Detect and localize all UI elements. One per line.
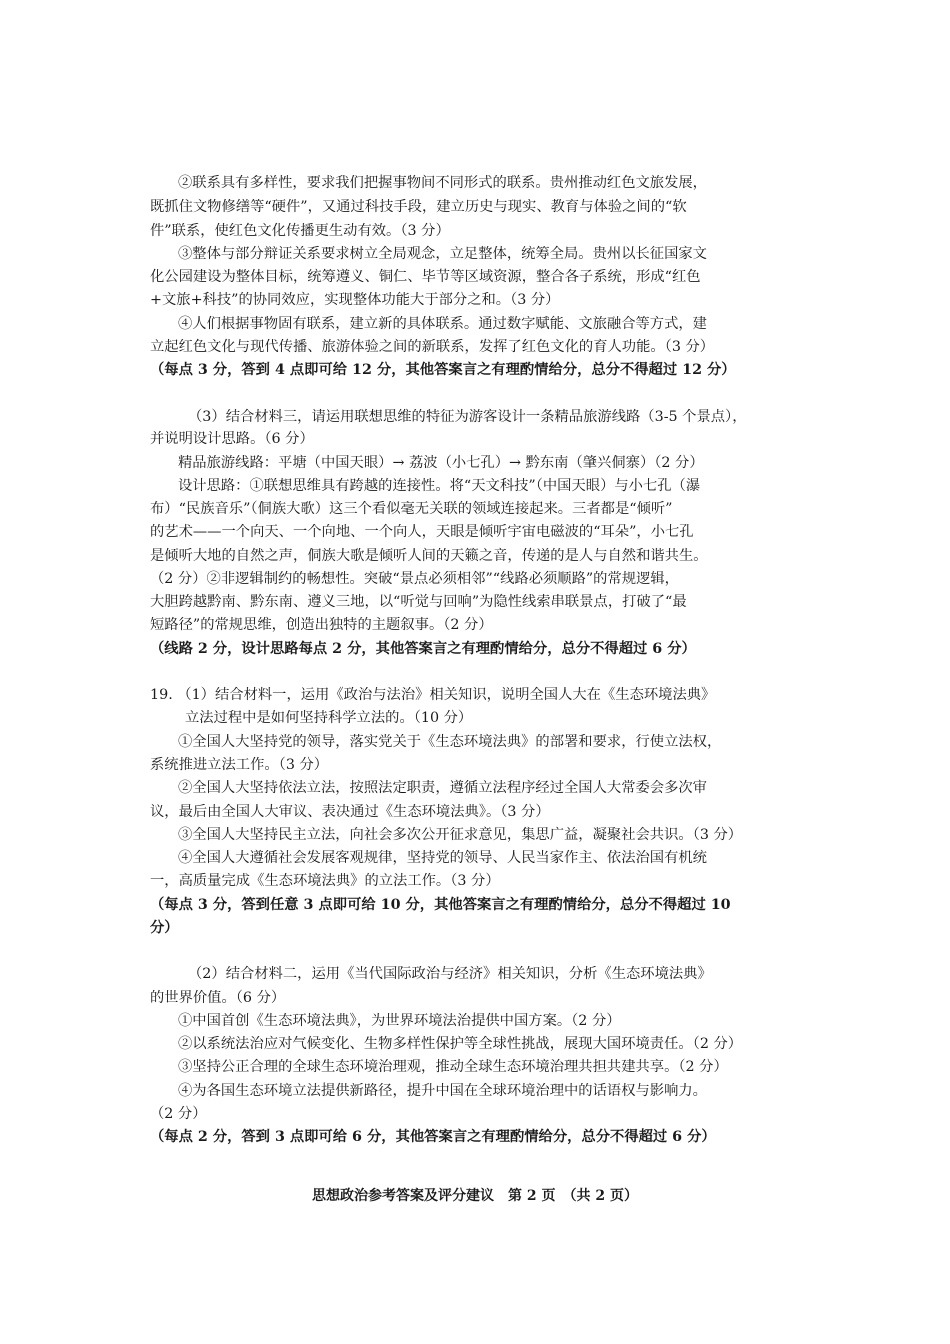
text-line: ③整体与部分辩证关系要求树立全局观念，立足整体，统筹全局。贵州以长征国家文 [178,246,707,262]
page-footer: 思想政治参考答案及评分建议 第 2 页 （共 2 页） [312,1188,638,1204]
text-line: 立法过程中是如何坚持科学立法的。（10 分） [185,710,473,726]
scoring-note: 分） [150,920,179,936]
text-line: 立起红色文化与现代传播、旅游体验之间的新联系，发挥了红色文化的育人功能。（3 分） [150,339,715,355]
scoring-note: （每点 3 分，答到任意 3 点即可给 10 分，其他答案言之有理酌情给分，总分不得超过 10 [150,897,731,913]
text-line: 并说明设计思路。（6 分） [150,431,314,447]
text-line: 是倾听大地的自然之声，侗族大歌是倾听人间的天籁之音，传递的是人与自然和谐共生。 [150,548,708,564]
text-line: 件”联系，使红色文化传播更生动有效。（3 分） [150,223,450,239]
text-line: ②全国人大坚持依法立法，按照法定职责，遵循立法程序经过全国人大常委会多次审 [178,780,707,796]
text-line: 的世界价值。（6 分） [150,990,286,1006]
text-line: 化公园建设为整体目标，统筹遵义、铜仁、毕节等区域资源，整合各子系统，形成“红色 [150,269,701,285]
text-line: ②以系统法治应对气候变化、生物多样性保护等全球性挑战，展现大国环境责任。（2 分） [178,1036,743,1052]
text-line: +文旅+科技”的协同效应，实现整体功能大于部分之和。（3 分） [150,292,560,308]
text-line: 既抓住文物修缮等“硬件”，又通过科技手段，建立历史与现实、教育与体验之间的“软 [150,199,687,215]
text-line: 系统推进立法工作。（3 分） [150,757,329,773]
text-line: 的艺术——一个向天、一个向地、一个向人，天眼是倾听宇宙电磁波的“耳朵”，小七孔 [150,524,694,540]
text-line: ④为各国生态环境立法提供新路径，提升中国在全球环境治理中的话语权与影响力。 [178,1083,707,1099]
question-heading: 19. （1）结合材料一，运用《政治与法治》相关知识，说明全国人大在《生态环境法典》 [150,687,716,703]
text-line: （2 分） [150,1106,207,1122]
text-line: ①中国首创《生态环境法典》，为世界环境法治提供中国方案。（2 分） [178,1013,621,1029]
text-line: ③全国人大坚持民主立法，向社会多次公开征求意见，集思广益，凝聚社会共识。（3 分） [178,827,743,843]
text-line: 设计思路：①联想思维具有跨越的连接性。将“天文科技”（中国天眼）与小七孔（瀑 [178,478,701,494]
question-heading: （2）结合材料二，运用《当代国际政治与经济》相关知识，分析《生态环境法典》 [188,966,712,982]
scoring-note: （每点 3 分，答到 4 点即可给 12 分，其他答案言之有理酌情给分，总分不得超过 12 分） [150,362,736,378]
text-line: 精品旅游线路：平塘（中国天眼）→ 荔波（小七孔）→ 黔东南（肇兴侗寨）（2 分） [178,455,704,471]
text-line: ④人们根据事物固有联系，建立新的具体联系。通过数字赋能、文旅融合等方式，建 [178,316,707,332]
text-line: 短路径”的常规思维，创造出独特的主题叙事。（2 分） [150,617,493,633]
text-line: ③坚持公正合理的全球生态环境治理观，推动全球生态环境治理共担共建共享。（2 分） [178,1059,728,1075]
text-line: 议，最后由全国人大审议、表决通过《生态环境法典》。（3 分） [150,804,550,820]
text-line: 大胆跨越黔南、黔东南、遵义三地，以“听觉与回响”为隐性线索串联景点，打破了“最 [150,594,687,610]
text-line: 一，高质量完成《生态环境法典》的立法工作。（3 分） [150,873,500,889]
text-line: 布）“民族音乐”（侗族大歌）这三个看似毫无关联的领域连接起来。三者都是“倾听” [150,501,673,517]
scoring-note: （线路 2 分，设计思路每点 2 分，其他答案言之有理酌情给分，总分不得超过 6 分） [150,641,696,657]
text-line: ④全国人大遵循社会发展客观规律，坚持党的领导、人民当家作主、依法治国有机统 [178,850,707,866]
text-line: （2 分）②非逻辑制约的畅想性。突破“景点必须相邻”“线路必须顺路”的常规逻辑， [150,571,679,587]
question-heading: （3）结合材料三，请运用联想思维的特征为游客设计一条精品旅游线路（3-5 个景点）， [188,409,747,425]
scoring-note: （每点 2 分，答到 3 点即可给 6 分，其他答案言之有理酌情给分，总分不得超过 6 分） [150,1129,716,1145]
text-line: ①全国人大坚持党的领导，落实党关于《生态环境法典》的部署和要求，行使立法权， [178,734,722,750]
text-line: ②联系具有多样性，要求我们把握事物间不同形式的联系。贵州推动红色文旅发展， [178,175,707,191]
